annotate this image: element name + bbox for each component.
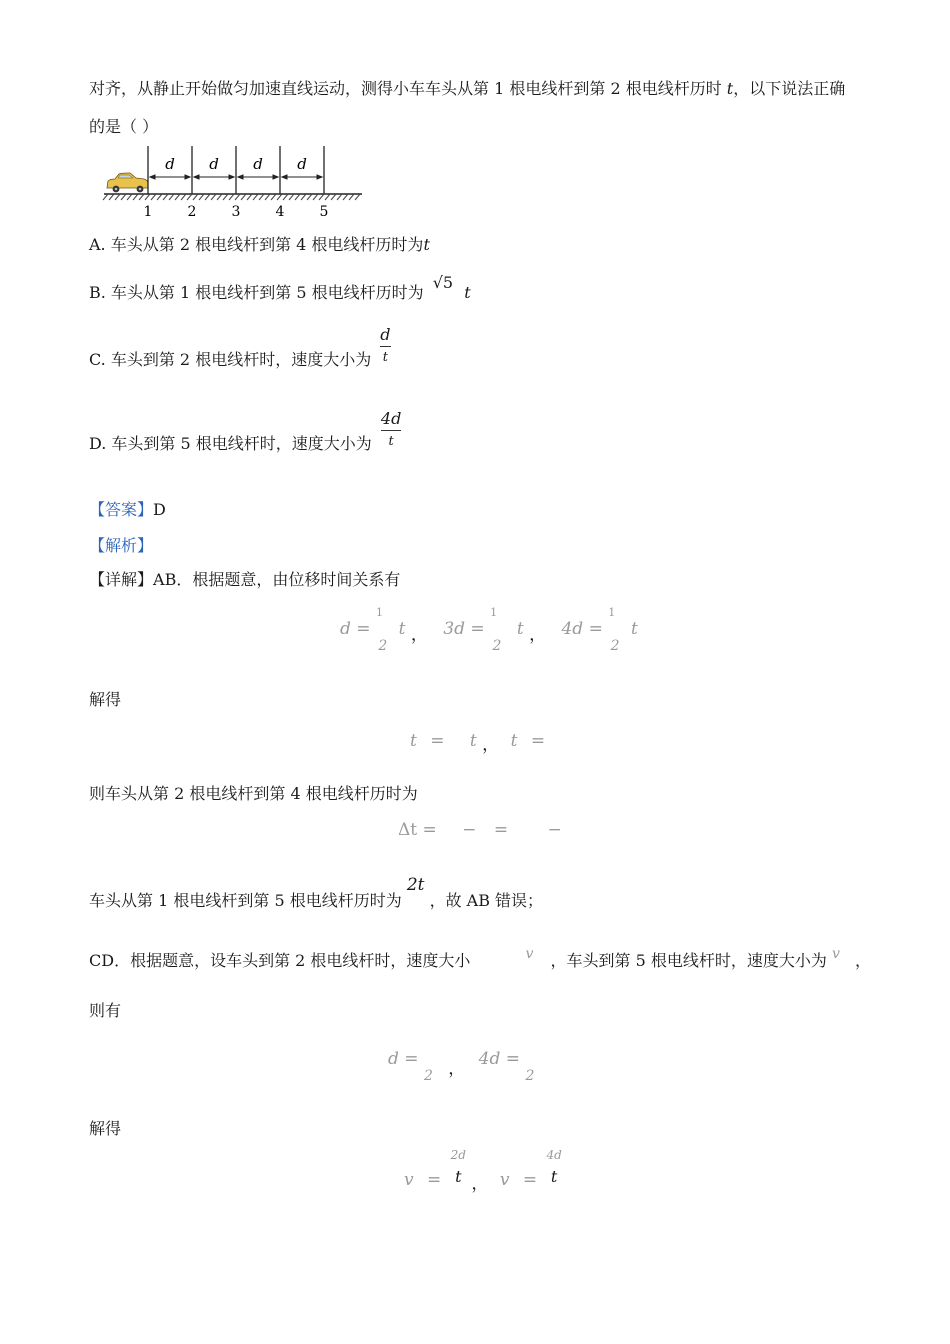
pole-label-4: 4 <box>275 204 285 220</box>
poles-figure <box>100 144 365 220</box>
cd-a: CD．根据题意，设车头到第 2 根电线杆时，速度大小 <box>89 951 471 970</box>
eq1-part-a: d = <box>340 619 371 639</box>
eq3-minus-2: − <box>547 820 562 840</box>
cd-v1: v <box>525 946 534 962</box>
intro-var-t: t <box>726 79 734 98</box>
cd-line <box>89 940 872 970</box>
text-3-value: 2t <box>406 875 425 895</box>
eq5-frac-1 <box>451 1150 466 1186</box>
pole-label-2: 2 <box>187 204 197 220</box>
eq5-den-2: t <box>550 1167 558 1186</box>
answer-label: 【答案】 <box>89 500 154 519</box>
d-label-1: d <box>165 155 175 173</box>
option-d-fraction <box>381 410 401 451</box>
eq5-num-1: 2d <box>450 1148 466 1162</box>
eq3-minus-1: − <box>462 820 477 840</box>
eq5-eq-1: = <box>427 1169 442 1190</box>
intro-line-2: 的是（ ） <box>89 117 159 136</box>
eq1-one-a: 1 <box>375 606 383 619</box>
detail-intro-text: AB．根据题意，由位移时间关系有 <box>153 570 401 589</box>
eq4-part-b: 4d = <box>478 1049 521 1069</box>
solve-2: 解得 <box>89 1119 122 1138</box>
eq5-frac-2 <box>546 1150 561 1186</box>
eq4-sep: ， <box>448 1059 466 1079</box>
cd-v2: v <box>832 946 840 962</box>
eq2-eq-1: = <box>430 731 445 751</box>
eq1-two-a: 2 <box>378 638 388 654</box>
solve-1: 解得 <box>89 690 122 709</box>
equation-5 <box>404 1148 562 1194</box>
intro-line-1-tail: ，以下说法正确 <box>733 79 846 98</box>
option-d-denominator: t <box>388 434 394 449</box>
eq1-one-b: 1 <box>490 606 498 619</box>
eq5-sep: ， <box>471 1173 489 1194</box>
eq3-delta: Δt = <box>398 820 437 840</box>
answer-line <box>89 497 166 520</box>
option-c-fraction <box>380 326 390 367</box>
pole-label-3: 3 <box>231 204 241 220</box>
text-3-b: ，故 AB 错误； <box>429 891 544 910</box>
pole-label-5: 5 <box>319 204 329 220</box>
cd-b: ，车头到第 5 根电线杆时，速度大小为 <box>550 951 827 970</box>
eq4-two-a: 2 <box>423 1068 433 1084</box>
d-label-4: d <box>297 155 307 173</box>
eq1-t-c: t <box>630 619 638 639</box>
eq2-t3: t <box>510 731 518 751</box>
option-c-text: C. 车头到第 2 根电线杆时，速度大小为 <box>89 350 372 369</box>
option-d <box>89 410 401 451</box>
detail-intro <box>89 567 400 590</box>
eq1-part-c: 4d = <box>561 619 603 639</box>
fraction-bar <box>380 346 390 347</box>
eq1-one-c: 1 <box>608 606 616 619</box>
eq2-eq-2: = <box>530 731 546 751</box>
intro-line-1-text: 对齐，从静止开始做匀加速直线运动，测得小车车头从第 1 根电线杆到第 2 根电线杆历时 <box>89 79 727 98</box>
option-a-var: t <box>423 235 430 254</box>
text-3 <box>89 872 544 910</box>
intro-line-1 <box>89 76 845 99</box>
d-label-3: d <box>253 155 263 173</box>
ground-hatching <box>103 194 360 200</box>
equation-4 <box>388 1038 535 1084</box>
eq2-t1: t <box>410 731 417 751</box>
then-have: 则有 <box>89 1001 122 1020</box>
eq5-eq-2: = <box>522 1169 538 1190</box>
eq1-t-b: t <box>516 619 524 639</box>
answer-value: D <box>153 500 166 519</box>
equation-3 <box>398 820 562 840</box>
d-label-2: d <box>209 155 219 173</box>
eq5-den-1: t <box>455 1167 462 1186</box>
fraction-bar <box>381 430 401 431</box>
option-d-numerator: 4d <box>380 409 402 428</box>
eq1-two-c: 2 <box>610 638 620 654</box>
car-icon <box>107 173 148 192</box>
analysis-label: 【解析】 <box>89 536 154 555</box>
option-c <box>89 326 391 367</box>
text-3-a: 车头从第 1 根电线杆到第 5 根电线杆历时为 <box>89 891 402 910</box>
cd-c: ， <box>855 951 872 970</box>
eq1-two-b: 2 <box>492 638 502 654</box>
eq1-sep-1: ， <box>410 625 428 645</box>
option-b <box>89 273 471 303</box>
option-a-text: A. 车头从第 2 根电线杆到第 4 根电线杆历时为 <box>89 235 424 254</box>
pole-label-1: 1 <box>143 204 153 220</box>
eq4-two-b: 2 <box>525 1068 535 1084</box>
eq3-eq: = <box>493 820 509 840</box>
detail-label: 【详解】 <box>89 570 154 589</box>
eq1-t-a: t <box>398 619 406 639</box>
eq1-sep-2: ， <box>529 625 547 645</box>
equation-1 <box>340 600 638 654</box>
option-b-text: B. 车头从第 1 根电线杆到第 5 根电线杆历时为 <box>89 283 424 302</box>
option-a <box>89 232 430 255</box>
eq5-v1: v <box>404 1169 414 1190</box>
option-c-denominator: t <box>382 350 389 365</box>
eq1-part-b: 3d = <box>443 619 485 639</box>
option-d-text: D. 车头到第 5 根电线杆时，速度大小为 <box>89 434 372 453</box>
eq5-v2: v <box>499 1169 510 1190</box>
option-b-var: t <box>464 283 471 302</box>
eq5-num-2: 4d <box>546 1148 562 1162</box>
eq2-sep: ， <box>482 735 500 755</box>
text-2: 则车头从第 2 根电线杆到第 4 根电线杆历时为 <box>89 784 418 803</box>
eq2-t2: t <box>469 731 477 751</box>
equation-2 <box>410 726 546 755</box>
option-b-root: √5 <box>432 273 454 292</box>
option-c-numerator: d <box>380 325 391 344</box>
eq4-part-a: d = <box>388 1049 419 1069</box>
